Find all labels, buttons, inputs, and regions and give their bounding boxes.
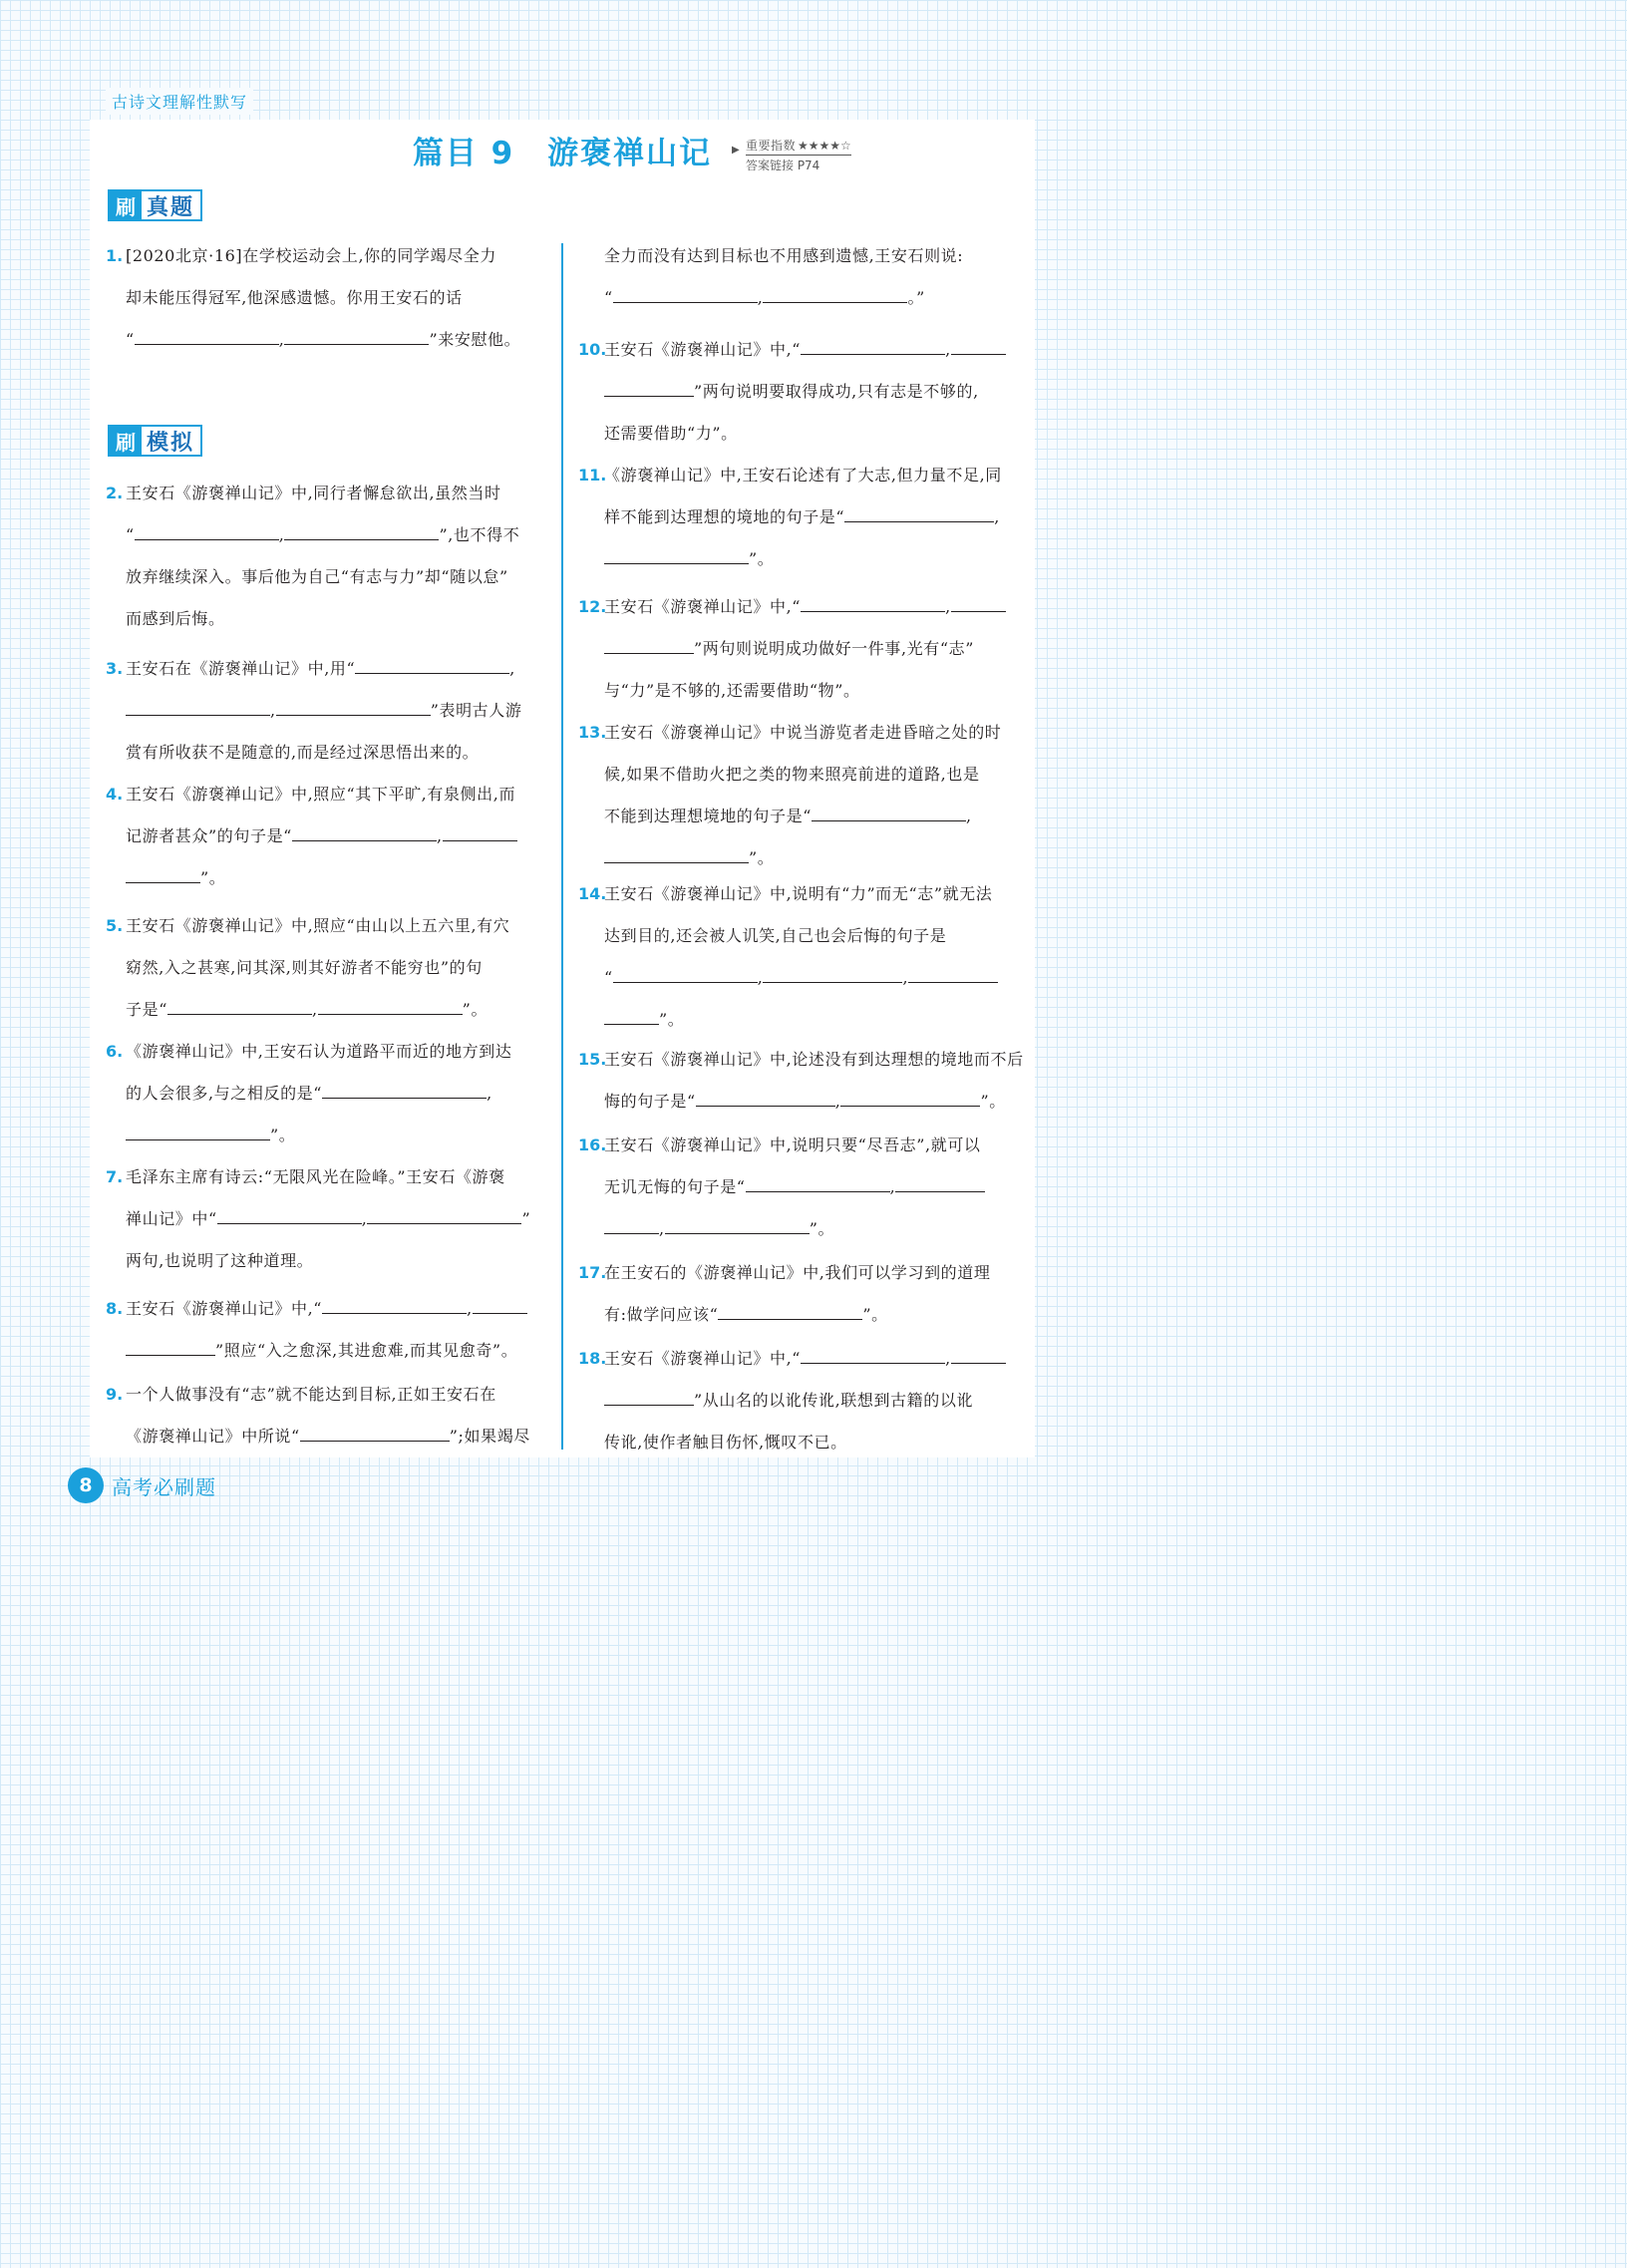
- answer-blank: [604, 1390, 694, 1406]
- question-text: 而感到后悔。: [126, 609, 225, 628]
- question-11: [578, 455, 1033, 580]
- question-number: 15.: [578, 1050, 607, 1069]
- answer-blank: [167, 999, 312, 1015]
- section-header-mock: [108, 425, 202, 457]
- question-text: 王安石《游褒禅山记》中,论述没有到达理想的境地而不后: [604, 1050, 1024, 1069]
- text-fragment: “: [126, 525, 135, 544]
- text-fragment: ,: [270, 701, 276, 720]
- text-fragment: ,: [361, 1209, 368, 1228]
- text-fragment: 王安石《游褒禅山记》中,“: [604, 340, 802, 359]
- text-fragment: ,: [757, 288, 764, 307]
- question-text: 与“力”是不够的,还需要借助“物”。: [604, 681, 860, 700]
- question-2: [106, 473, 554, 640]
- text-fragment: ”: [521, 1209, 531, 1228]
- answer-blank: [126, 700, 270, 716]
- text-fragment: ”。: [270, 1126, 296, 1144]
- text-fragment: ,: [945, 340, 951, 359]
- question-8: [106, 1288, 554, 1372]
- question-number: 3.: [106, 659, 124, 678]
- answer-blank: [443, 825, 517, 841]
- question-line: [126, 815, 554, 857]
- question-number: 7.: [106, 1167, 124, 1186]
- answer-blank: [322, 1298, 467, 1314]
- footer-label: 高考必刷题: [112, 1475, 216, 1499]
- question-15: [578, 1039, 1033, 1123]
- question-10: [578, 329, 1033, 455]
- text-fragment: ”,也不得不: [439, 525, 520, 544]
- answer-blank: [292, 825, 437, 841]
- text-fragment: 样不能到达理想的境地的句子是“: [604, 507, 845, 526]
- text-fragment: ”照应“入之愈深,其进愈难,而其见愈奇”。: [215, 1341, 518, 1360]
- text-fragment: ,: [436, 826, 443, 845]
- answer-blank: [367, 1208, 521, 1224]
- text-fragment: ,: [467, 1299, 473, 1318]
- text-fragment: ”。: [659, 1010, 685, 1029]
- answer-blank: [763, 967, 902, 983]
- question-text: 王安石《游褒禅山记》中,说明只要“尽吾志”,就可以: [604, 1135, 981, 1154]
- question-6: [106, 1031, 554, 1156]
- question-text: 却未能压得冠军,他深感遗憾。你用王安石的话: [126, 288, 463, 307]
- question-line: [604, 496, 1033, 538]
- answer-blank: [284, 524, 439, 540]
- text-fragment: ,: [965, 807, 972, 825]
- question-number: 14.: [578, 884, 607, 903]
- text-fragment: ”。: [749, 848, 775, 867]
- question-number: 16.: [578, 1135, 607, 1154]
- question-number: 6.: [106, 1042, 124, 1061]
- question-line: [604, 1380, 1033, 1422]
- question-line: [604, 1081, 1033, 1123]
- series-label: 古诗文理解性默写: [106, 88, 253, 115]
- question-text: 王安石《游褒禅山记》中,照应“由山以上五六里,有穴: [126, 916, 510, 935]
- answer-blank: [318, 999, 463, 1015]
- answer-blank: [801, 339, 945, 355]
- question-text: 一个人做事没有“志”就不能达到目标,正如王安石在: [126, 1385, 496, 1404]
- text-fragment: 王安石《游褒禅山记》中,“: [604, 597, 802, 616]
- answer-blank: [126, 1125, 270, 1140]
- section-header-real: [108, 189, 202, 221]
- answer-blank: [355, 658, 509, 674]
- question-text: 候,如果不借助火把之类的物来照亮前进的道路,也是: [604, 765, 980, 784]
- answer-blank: [908, 967, 998, 983]
- question-text: 放弃继续深入。事后他为自己“有志与力”却“随以怠”: [126, 567, 508, 586]
- text-fragment: 王安石《游褒禅山记》中,“: [126, 1299, 323, 1318]
- question-text: 还需要借助“力”。: [604, 424, 738, 443]
- question-text: 全力而没有达到目标也不用感到遗憾,王安石则说:: [604, 246, 964, 265]
- text-fragment: ”。: [749, 549, 775, 568]
- text-fragment: 有:做学问应该“: [604, 1305, 719, 1324]
- answer-blank: [665, 1218, 810, 1234]
- answer-blank: [300, 1426, 450, 1442]
- question-line: [126, 514, 554, 556]
- question-line: [126, 648, 554, 690]
- text-fragment: 记游者甚众”的句子是“: [126, 826, 292, 845]
- triangle-icon: ▶: [732, 145, 740, 156]
- answer-blank: [276, 700, 431, 716]
- question-line: [604, 1338, 1033, 1380]
- answer-blank: [604, 381, 694, 397]
- question-text: 王安石《游褒禅山记》中,同行者懈怠欲出,虽然当时: [126, 484, 501, 502]
- worksheet: [90, 120, 1035, 1458]
- text-fragment: ,: [945, 1349, 951, 1368]
- importance-label: 重要指数: [746, 139, 797, 153]
- meta-box: [732, 137, 851, 173]
- question-number: 9.: [106, 1385, 124, 1404]
- question-line: [604, 277, 1033, 319]
- answer-blank: [126, 1340, 215, 1356]
- question-9-continued: [604, 235, 1033, 319]
- answer-blank: [718, 1304, 862, 1320]
- question-line: [126, 1330, 554, 1372]
- answer-blank: [322, 1083, 487, 1099]
- question-line: [604, 999, 1033, 1041]
- text-fragment: ,: [945, 597, 951, 616]
- question-line: [126, 319, 554, 361]
- answer-blank: [801, 596, 945, 612]
- question-text: 达到目的,还会被人讥笑,自己也会后悔的句子是: [604, 926, 947, 945]
- question-line: [126, 989, 554, 1031]
- answer-blank: [844, 506, 994, 522]
- text-fragment: ,: [278, 525, 285, 544]
- question-text: 毛泽东主席有诗云:“无限风光在险峰。”王安石《游褒: [126, 1167, 505, 1186]
- answer-blank: [604, 638, 694, 654]
- text-fragment: 悔的句子是“: [604, 1092, 696, 1111]
- question-number: 5.: [106, 916, 124, 935]
- question-line: [126, 1115, 554, 1156]
- column-divider: [561, 243, 563, 1450]
- text-fragment: ,: [278, 330, 285, 349]
- star-rating-icon: ★★★★☆: [798, 139, 851, 153]
- question-3: [106, 648, 554, 774]
- text-fragment: “: [604, 288, 613, 307]
- section-badge: 刷: [110, 191, 142, 219]
- question-text: 王安石《游褒禅山记》中,说明有“力”而无“志”就无法: [604, 884, 993, 903]
- text-fragment: ,: [994, 507, 1000, 526]
- question-line: [126, 1288, 554, 1330]
- question-text: 王安石《游褒禅山记》中,照应“其下平旷,有泉侧出,而: [126, 785, 516, 804]
- text-fragment: ”。: [980, 1092, 1006, 1111]
- question-line: [126, 1073, 554, 1115]
- question-line: [126, 1416, 554, 1458]
- answer-blank: [604, 1218, 659, 1234]
- answer-blank: [604, 548, 749, 564]
- question-18: [578, 1338, 1033, 1463]
- text-fragment: 。”: [907, 288, 925, 307]
- question-17: [578, 1252, 1033, 1336]
- text-fragment: 王安石《游褒禅山记》中,“: [604, 1349, 802, 1368]
- question-line: [604, 1208, 1033, 1250]
- text-fragment: 无讥无悔的句子是“: [604, 1177, 746, 1196]
- question-text: 两句,也说明了这种道理。: [126, 1251, 314, 1270]
- question-7: [106, 1156, 554, 1282]
- question-line: [604, 1294, 1033, 1336]
- answer-blank: [613, 287, 758, 303]
- question-line: [604, 796, 1033, 837]
- answer-blank: [801, 1348, 945, 1364]
- answer-blank: [696, 1091, 835, 1107]
- text-fragment: ”从山名的以讹传讹,联想到古籍的以讹: [694, 1391, 974, 1410]
- text-fragment: ”。: [200, 868, 226, 887]
- question-text: 传讹,使作者触目伤怀,慨叹不已。: [604, 1433, 847, 1452]
- text-fragment: “: [126, 330, 135, 349]
- page-number: 8: [68, 1467, 104, 1503]
- question-number: 1.: [106, 246, 124, 265]
- text-fragment: ,: [509, 659, 515, 678]
- text-fragment: ”。: [462, 1000, 488, 1019]
- question-line: [604, 586, 1033, 628]
- question-16: [578, 1125, 1033, 1250]
- question-number: 18.: [578, 1349, 607, 1368]
- text-fragment: ”。: [809, 1219, 835, 1238]
- section-label: 模拟: [147, 430, 195, 456]
- page-title: 篇目 9 游褒禅山记: [412, 136, 713, 171]
- text-fragment: ”表明古人游: [430, 701, 522, 720]
- answer-blank: [951, 1348, 1006, 1364]
- question-4: [106, 774, 554, 899]
- question-1: [106, 235, 554, 361]
- answer-blank: [473, 1298, 527, 1314]
- answer-blank: [613, 967, 758, 983]
- text-fragment: ,: [487, 1084, 492, 1103]
- question-number: 13.: [578, 723, 607, 742]
- text-fragment: ”来安慰他。: [429, 330, 521, 349]
- importance-rating: [746, 137, 851, 156]
- question-number: 17.: [578, 1263, 607, 1282]
- question-line: [604, 957, 1033, 999]
- answer-blank: [746, 1176, 890, 1192]
- question-line: [604, 538, 1033, 580]
- question-13: [578, 712, 1033, 879]
- answer-blank: [763, 287, 907, 303]
- question-text: [2020北京·16]在学校运动会上,你的同学竭尽全力: [126, 246, 496, 265]
- text-fragment: ,: [834, 1092, 841, 1111]
- question-line: [604, 329, 1033, 371]
- answer-blank: [951, 339, 1006, 355]
- text-fragment: 子是“: [126, 1000, 167, 1019]
- text-fragment: 的人会很多,与之相反的是“: [126, 1084, 323, 1103]
- section-badge: 刷: [110, 427, 142, 455]
- answer-blank: [284, 329, 429, 345]
- text-fragment: “: [604, 968, 613, 987]
- question-number: 4.: [106, 785, 124, 804]
- question-number: 2.: [106, 484, 124, 502]
- text-fragment: ”。: [862, 1305, 888, 1324]
- text-fragment: ,: [889, 1177, 896, 1196]
- answer-blank: [135, 524, 279, 540]
- answer-blank: [840, 1091, 980, 1107]
- section-label: 真题: [147, 194, 195, 220]
- question-9: [106, 1374, 554, 1458]
- answer-link: 答案链接 P74: [746, 159, 820, 172]
- text-fragment: ,: [659, 1219, 665, 1238]
- question-number: 10.: [578, 340, 607, 359]
- text-fragment: ,: [902, 968, 909, 987]
- answer-blank: [604, 1009, 659, 1025]
- question-line: [604, 628, 1033, 670]
- text-fragment: 不能到达理想境地的句子是“: [604, 807, 812, 825]
- question-number: 11.: [578, 466, 607, 485]
- question-12: [578, 586, 1033, 712]
- question-line: [126, 690, 554, 732]
- question-number: 12.: [578, 597, 607, 616]
- text-fragment: ,: [311, 1000, 318, 1019]
- answer-blank: [951, 596, 1006, 612]
- answer-blank: [217, 1208, 362, 1224]
- question-line: [126, 857, 554, 899]
- text-fragment: 《游褒禅山记》中所说“: [126, 1427, 300, 1446]
- text-fragment: 王安石在《游褒禅山记》中,用“: [126, 659, 356, 678]
- text-fragment: ”两句说明要取得成功,只有志是不够的,: [694, 382, 979, 401]
- question-14: [578, 873, 1033, 1041]
- question-line: [604, 371, 1033, 413]
- question-text: 赏有所收获不是随意的,而是经过深思悟出来的。: [126, 743, 480, 762]
- text-fragment: ”;如果竭尽: [449, 1427, 530, 1446]
- question-text: 在王安石的《游褒禅山记》中,我们可以学习到的道理: [604, 1263, 991, 1282]
- answer-blank: [604, 847, 749, 863]
- answer-blank: [126, 867, 200, 883]
- answer-blank: [812, 806, 966, 821]
- question-text: 《游褒禅山记》中,王安石论述有了大志,但力量不足,同: [604, 466, 1002, 485]
- question-text: 窈然,入之甚寒,问其深,则其好游者不能穷也”的句: [126, 958, 483, 977]
- answer-blank: [135, 329, 279, 345]
- question-text: 《游褒禅山记》中,王安石认为道路平而近的地方到达: [126, 1042, 512, 1061]
- question-5: [106, 905, 554, 1031]
- answer-blank: [895, 1176, 985, 1192]
- text-fragment: ,: [757, 968, 764, 987]
- question-line: [126, 1198, 554, 1240]
- question-text: 王安石《游褒禅山记》中说当游览者走进昏暗之处的时: [604, 723, 1002, 742]
- question-number: 8.: [106, 1299, 124, 1318]
- question-line: [604, 1166, 1033, 1208]
- text-fragment: ”两句则说明成功做好一件事,光有“志”: [694, 639, 975, 658]
- text-fragment: 禅山记》中“: [126, 1209, 217, 1228]
